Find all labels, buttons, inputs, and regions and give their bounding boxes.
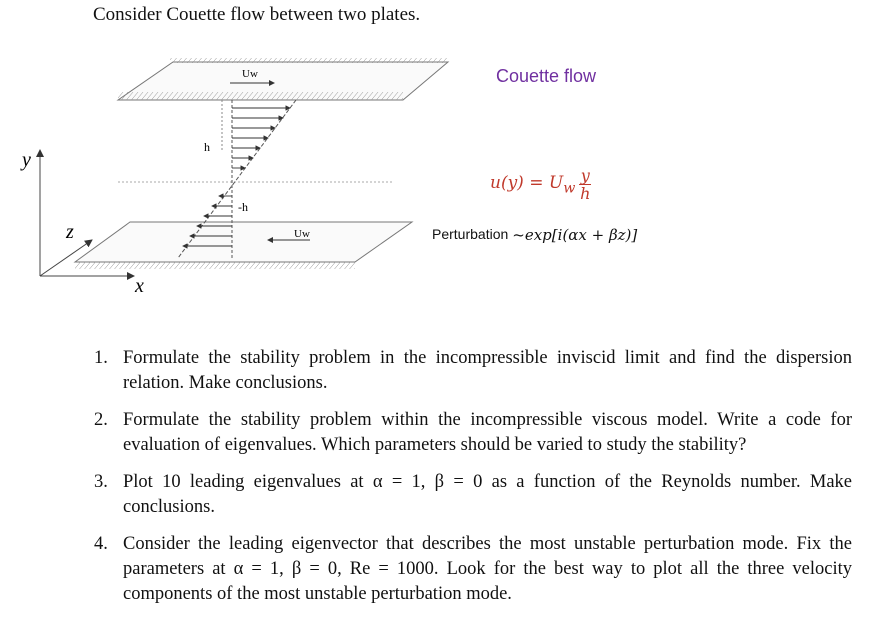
question-number: 3. bbox=[94, 472, 108, 492]
question-number: 4. bbox=[94, 534, 108, 554]
question-item bbox=[94, 346, 852, 396]
bottom-plate-velocity-label: Uw bbox=[294, 228, 310, 240]
perturbation-label: Perturbation bbox=[432, 226, 509, 242]
velocity-eq-fraction bbox=[579, 167, 591, 202]
velocity-eq-subscript: w bbox=[563, 180, 576, 197]
bottom-plate bbox=[75, 222, 412, 269]
question-text: Consider the leading eigenvector that describes the most unstable perturbation mode. Fix the parameters at α = 1, β = 0, Re = 1000. Look for the best way to plot all the three velocity components of the most unstable perturbation mode. bbox=[123, 534, 852, 604]
question-item bbox=[94, 532, 852, 607]
top-plate bbox=[118, 58, 448, 100]
question-item bbox=[94, 408, 852, 458]
perturbation-line bbox=[432, 226, 637, 244]
neg-h-label: -h bbox=[238, 200, 248, 214]
velocity-eq-numerator: y bbox=[580, 166, 590, 185]
z-axis-label: z bbox=[66, 221, 74, 243]
intro-text: Consider Couette flow between two plates. bbox=[93, 4, 421, 25]
y-axis-label: y bbox=[22, 149, 31, 171]
velocity-eq-denominator: h bbox=[580, 184, 591, 203]
question-text: Plot 10 leading eigenvalues at α = 1, β = 0 as a function of the Reynolds number. Make conclusions. bbox=[123, 472, 852, 517]
velocity-equation bbox=[490, 167, 591, 202]
question-list bbox=[94, 346, 852, 619]
x-axis-label: x bbox=[135, 275, 144, 297]
question-text: Formulate the stability problem in the incompressible inviscid limit and find the dispersion relation. Make conclusions. bbox=[123, 348, 852, 393]
h-label: h bbox=[204, 140, 210, 154]
couette-flow-label: Couette flow bbox=[496, 66, 597, 86]
question-text: Formulate the stability problem within the incompressible viscous model. Write a code for evaluation of eigenvalues. Which parameters should be varied to study the stability? bbox=[123, 410, 852, 455]
top-plate-velocity-label: Uw bbox=[242, 68, 258, 80]
question-number: 1. bbox=[94, 348, 108, 368]
question-number: 2. bbox=[94, 410, 108, 430]
perturbation-formula: ~exp[i(αx + βz)] bbox=[512, 226, 638, 244]
question-item bbox=[94, 470, 852, 520]
velocity-eq-lhs: u(y) = U bbox=[490, 172, 564, 193]
couette-diagram bbox=[0, 40, 872, 310]
